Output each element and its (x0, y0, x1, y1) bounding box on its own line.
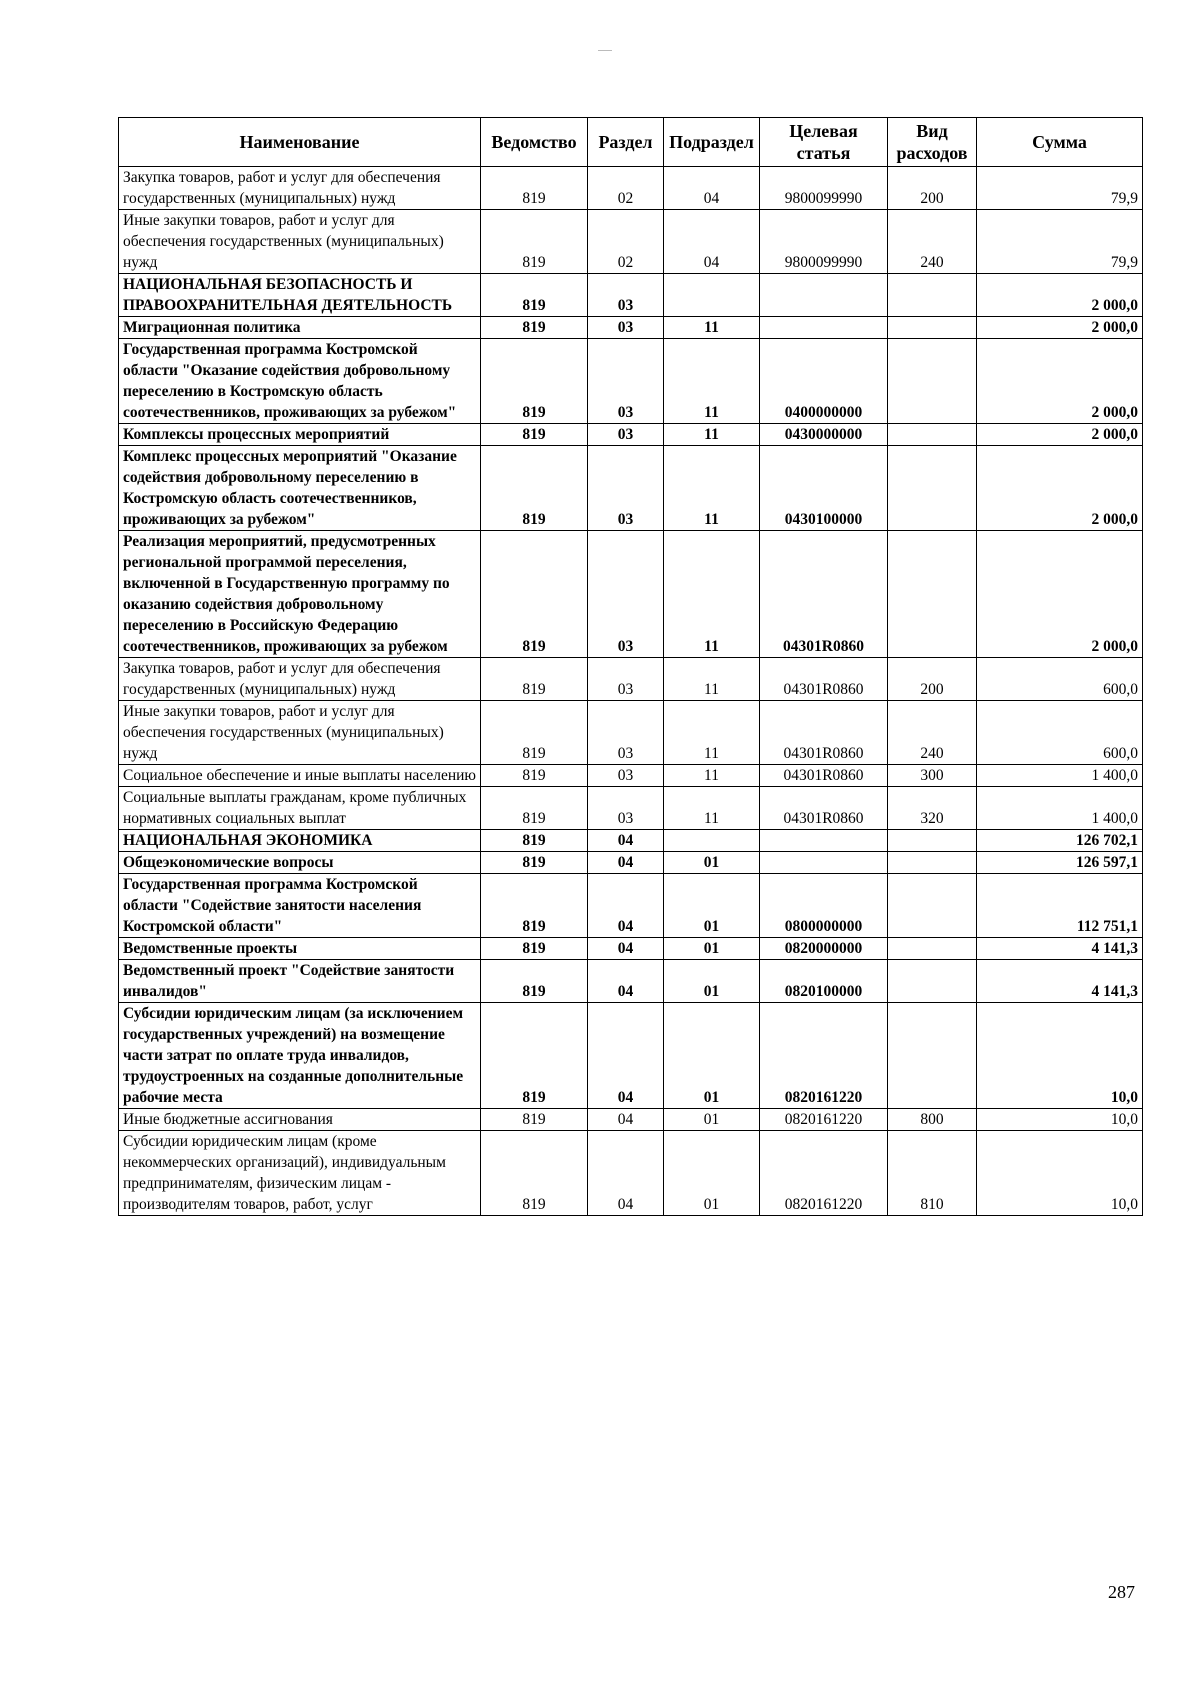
row-name: Реализация мероприятий, предусмотренных региональной программой переселения, включенной в Государственную программу по оказанию содействия добровольному переселению в Российскую Федерацию соотечественников, проживающих за рубежом (119, 531, 481, 658)
row-name: Иные закупки товаров, работ и услуг для обеспечения государственных (муниципальных) нужд (119, 210, 481, 274)
row-name: Государственная программа Костромской области "Оказание содействия добровольному переселению в Костромскую область соотечественников, проживающих за рубежом" (119, 339, 481, 424)
row-exp-type (888, 960, 977, 1003)
row-dept: 819 (481, 274, 588, 317)
row-section: 03 (588, 787, 664, 830)
row-exp-type: 240 (888, 701, 977, 765)
row-amount: 4 141,3 (977, 960, 1143, 1003)
row-target: 04301R0860 (760, 658, 888, 701)
row-dept: 819 (481, 446, 588, 531)
table-row (119, 701, 1143, 765)
row-dept: 819 (481, 424, 588, 446)
row-exp-type: 240 (888, 210, 977, 274)
header-name: Наименование (119, 118, 481, 167)
row-name: Социальные выплаты гражданам, кроме публичных нормативных социальных выплат (119, 787, 481, 830)
table-row (119, 339, 1143, 424)
row-section: 03 (588, 446, 664, 531)
row-section: 04 (588, 874, 664, 938)
row-exp-type: 320 (888, 787, 977, 830)
row-subsection: 11 (664, 317, 760, 339)
row-section: 03 (588, 658, 664, 701)
table-row (119, 424, 1143, 446)
row-target (760, 830, 888, 852)
row-dept: 819 (481, 658, 588, 701)
row-dept: 819 (481, 701, 588, 765)
row-section: 04 (588, 1003, 664, 1109)
row-section: 03 (588, 701, 664, 765)
table-row (119, 765, 1143, 787)
table-row (119, 658, 1143, 701)
row-name: Общеэкономические вопросы (119, 852, 481, 874)
row-subsection: 01 (664, 1131, 760, 1216)
row-name: Комплексы процессных мероприятий (119, 424, 481, 446)
row-subsection: 11 (664, 339, 760, 424)
row-subsection: 01 (664, 1109, 760, 1131)
row-section: 03 (588, 765, 664, 787)
row-exp-type: 300 (888, 765, 977, 787)
row-subsection: 01 (664, 960, 760, 1003)
row-subsection: 11 (664, 531, 760, 658)
row-name: Иные бюджетные ассигнования (119, 1109, 481, 1131)
row-exp-type (888, 274, 977, 317)
row-subsection: 04 (664, 210, 760, 274)
row-target (760, 274, 888, 317)
row-target: 9800099990 (760, 167, 888, 210)
table-row (119, 531, 1143, 658)
row-subsection: 01 (664, 874, 760, 938)
row-target: 0820161220 (760, 1131, 888, 1216)
row-section: 04 (588, 852, 664, 874)
page-number: 287 (1108, 1582, 1135, 1602)
row-subsection: 11 (664, 701, 760, 765)
row-target: 0820161220 (760, 1109, 888, 1131)
table-row (119, 446, 1143, 531)
row-exp-type: 810 (888, 1131, 977, 1216)
row-dept: 819 (481, 1131, 588, 1216)
row-section: 02 (588, 210, 664, 274)
row-dept: 819 (481, 339, 588, 424)
row-dept: 819 (481, 531, 588, 658)
row-name: Комплекс процессных мероприятий "Оказание содействия добровольному переселению в Костромскую область соотечественников, проживающих за рубежом" (119, 446, 481, 531)
row-target: 0800000000 (760, 874, 888, 938)
row-name: НАЦИОНАЛЬНАЯ ЭКОНОМИКА (119, 830, 481, 852)
row-dept: 819 (481, 874, 588, 938)
table-row (119, 830, 1143, 852)
row-target: 9800099990 (760, 210, 888, 274)
table-row (119, 210, 1143, 274)
row-target: 0430100000 (760, 446, 888, 531)
row-exp-type (888, 317, 977, 339)
row-subsection: 04 (664, 167, 760, 210)
row-exp-type (888, 1003, 977, 1109)
row-target: 04301R0860 (760, 765, 888, 787)
row-target: 04301R0860 (760, 787, 888, 830)
row-amount: 2 000,0 (977, 339, 1143, 424)
row-section: 04 (588, 938, 664, 960)
row-amount: 4 141,3 (977, 938, 1143, 960)
row-subsection (664, 274, 760, 317)
row-subsection: 01 (664, 852, 760, 874)
row-target (760, 852, 888, 874)
row-amount: 2 000,0 (977, 274, 1143, 317)
header-target: Целевая статья (760, 118, 888, 167)
row-target: 0820000000 (760, 938, 888, 960)
row-amount: 1 400,0 (977, 787, 1143, 830)
row-amount: 2 000,0 (977, 531, 1143, 658)
row-exp-type (888, 531, 977, 658)
row-target: 04301R0860 (760, 531, 888, 658)
row-section: 02 (588, 167, 664, 210)
table-row (119, 317, 1143, 339)
row-amount: 600,0 (977, 701, 1143, 765)
row-section: 04 (588, 830, 664, 852)
row-section: 03 (588, 531, 664, 658)
row-subsection: 01 (664, 938, 760, 960)
row-exp-type (888, 339, 977, 424)
row-target (760, 317, 888, 339)
header-dept: Ведомство (481, 118, 588, 167)
row-dept: 819 (481, 1003, 588, 1109)
row-section: 03 (588, 274, 664, 317)
row-target: 0820100000 (760, 960, 888, 1003)
row-section: 03 (588, 424, 664, 446)
row-target: 0430000000 (760, 424, 888, 446)
row-name: Закупка товаров, работ и услуг для обеспечения государственных (муниципальных) нужд (119, 658, 481, 701)
row-name: Субсидии юридическим лицам (кроме некоммерческих организаций), индивидуальным предпринимателям, физическим лицам - производителям товаров, работ, услуг (119, 1131, 481, 1216)
row-exp-type (888, 852, 977, 874)
row-amount: 79,9 (977, 210, 1143, 274)
header-section: Раздел (588, 118, 664, 167)
row-name: Ведомственные проекты (119, 938, 481, 960)
row-amount: 126 597,1 (977, 852, 1143, 874)
table-row (119, 1109, 1143, 1131)
row-name: Субсидии юридическим лицам (за исключением государственных учреждений) на возмещение части затрат по оплате труда инвалидов, трудоустроенных на созданные дополнительные рабочие места (119, 1003, 481, 1109)
row-dept: 819 (481, 852, 588, 874)
row-amount: 10,0 (977, 1003, 1143, 1109)
row-dept: 819 (481, 167, 588, 210)
row-name: Закупка товаров, работ и услуг для обеспечения государственных (муниципальных) нужд (119, 167, 481, 210)
row-section: 04 (588, 1109, 664, 1131)
table-row (119, 874, 1143, 938)
table-row (119, 787, 1143, 830)
row-amount: 112 751,1 (977, 874, 1143, 938)
row-name: Иные закупки товаров, работ и услуг для обеспечения государственных (муниципальных) нужд (119, 701, 481, 765)
row-subsection: 11 (664, 446, 760, 531)
table-row (119, 1003, 1143, 1109)
row-dept: 819 (481, 765, 588, 787)
row-exp-type (888, 938, 977, 960)
table-row (119, 167, 1143, 210)
table-row (119, 274, 1143, 317)
row-amount: 1 400,0 (977, 765, 1143, 787)
row-subsection (664, 830, 760, 852)
row-amount: 10,0 (977, 1131, 1143, 1216)
row-amount: 2 000,0 (977, 317, 1143, 339)
row-section: 04 (588, 960, 664, 1003)
row-section: 03 (588, 317, 664, 339)
row-subsection: 11 (664, 765, 760, 787)
row-dept: 819 (481, 830, 588, 852)
row-name: Государственная программа Костромской области "Содействие занятости населения Костромской области" (119, 874, 481, 938)
row-amount: 126 702,1 (977, 830, 1143, 852)
row-target: 0400000000 (760, 339, 888, 424)
row-dept: 819 (481, 787, 588, 830)
row-dept: 819 (481, 938, 588, 960)
table-row (119, 938, 1143, 960)
header-exp-type: Вид расходов (888, 118, 977, 167)
row-amount: 2 000,0 (977, 424, 1143, 446)
row-amount: 10,0 (977, 1109, 1143, 1131)
row-exp-type: 800 (888, 1109, 977, 1131)
row-name: Социальное обеспечение и иные выплаты населению (119, 765, 481, 787)
header-amount: Сумма (977, 118, 1143, 167)
row-dept: 819 (481, 960, 588, 1003)
row-dept: 819 (481, 210, 588, 274)
budget-table (118, 117, 1143, 1216)
table-row (119, 1131, 1143, 1216)
row-section: 04 (588, 1131, 664, 1216)
row-target: 0820161220 (760, 1003, 888, 1109)
row-name: НАЦИОНАЛЬНАЯ БЕЗОПАСНОСТЬ И ПРАВООХРАНИТЕЛЬНАЯ ДЕЯТЕЛЬНОСТЬ (119, 274, 481, 317)
row-exp-type (888, 830, 977, 852)
row-exp-type: 200 (888, 167, 977, 210)
row-exp-type (888, 874, 977, 938)
row-name: Миграционная политика (119, 317, 481, 339)
table-body (119, 167, 1143, 1216)
row-subsection: 01 (664, 1003, 760, 1109)
row-section: 03 (588, 339, 664, 424)
table-row (119, 852, 1143, 874)
row-dept: 819 (481, 317, 588, 339)
row-amount: 2 000,0 (977, 446, 1143, 531)
row-name: Ведомственный проект "Содействие занятости инвалидов" (119, 960, 481, 1003)
row-exp-type: 200 (888, 658, 977, 701)
table-row (119, 960, 1143, 1003)
row-dept: 819 (481, 1109, 588, 1131)
row-exp-type (888, 446, 977, 531)
row-amount: 79,9 (977, 167, 1143, 210)
row-amount: 600,0 (977, 658, 1143, 701)
row-subsection: 11 (664, 424, 760, 446)
row-exp-type (888, 424, 977, 446)
header-subsection: Подраздел (664, 118, 760, 167)
row-subsection: 11 (664, 787, 760, 830)
scan-artifact (598, 50, 612, 51)
row-subsection: 11 (664, 658, 760, 701)
table-header-row (119, 118, 1143, 167)
row-target: 04301R0860 (760, 701, 888, 765)
